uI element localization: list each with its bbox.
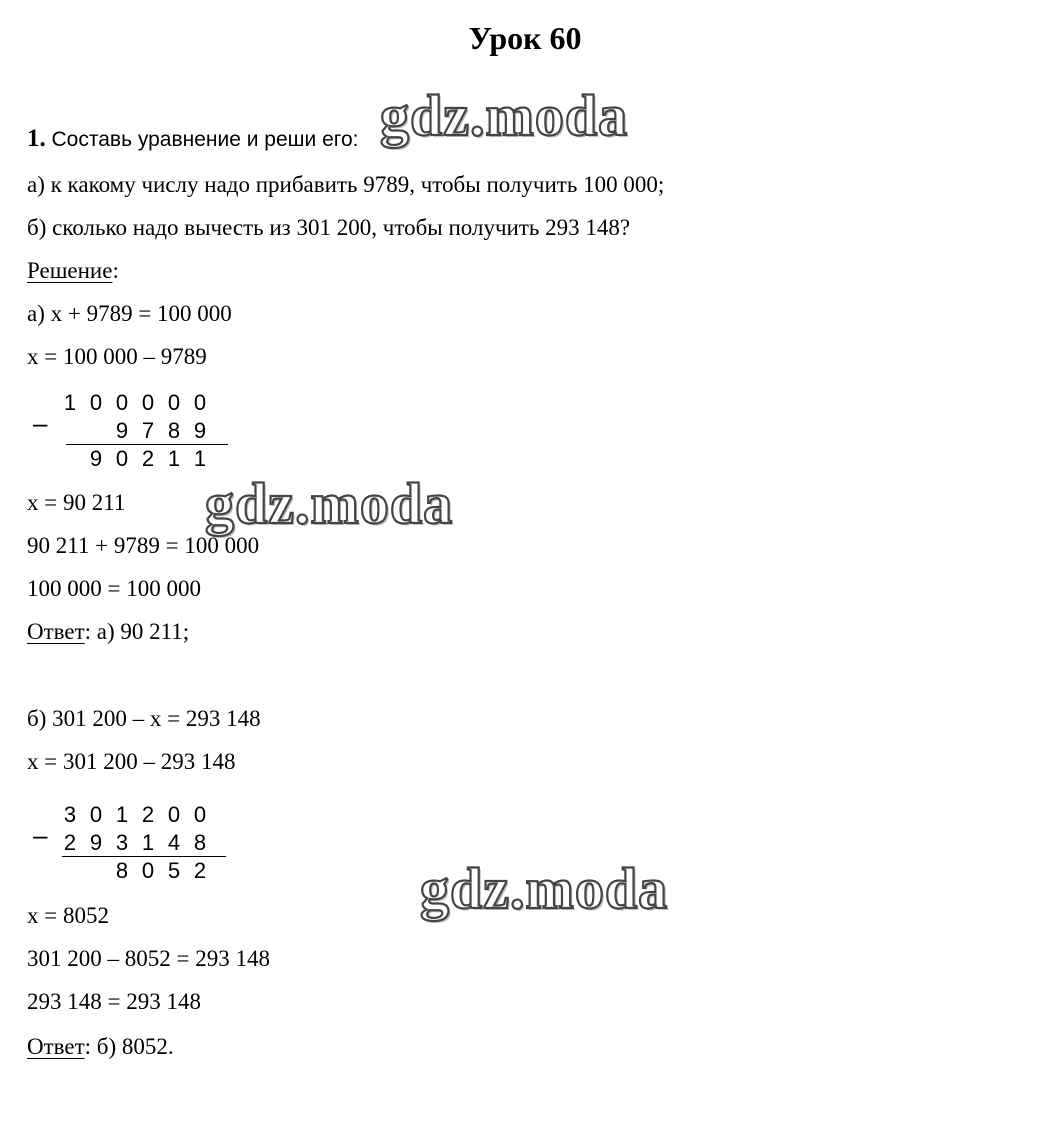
answer-label: Ответ <box>27 1034 85 1059</box>
digit: 2 <box>141 802 155 827</box>
digit: 1 <box>63 390 77 415</box>
digit: 8 <box>115 858 129 883</box>
answer-text: : б) 8052. <box>84 1034 174 1059</box>
page-title: Урок 60 <box>468 20 582 56</box>
column-rule <box>66 444 228 445</box>
digit: 0 <box>141 390 155 415</box>
minuend-row <box>57 390 213 416</box>
digit: 9 <box>89 446 103 471</box>
answer-text: : а) 90 211; <box>84 619 190 644</box>
digit: 0 <box>193 802 207 827</box>
task-text: Составь уравнение и реши его: <box>51 128 359 151</box>
digit: 1 <box>193 446 207 471</box>
task-header <box>27 125 358 153</box>
task-part-a: а) к какому числу надо прибавить 9789, чтобы получить 100 000; <box>27 172 665 197</box>
minuend-row <box>57 802 213 828</box>
solution-label: Решение <box>27 258 113 283</box>
part-a-expression: x = 100 000 – 9789 <box>27 344 207 369</box>
digit: 8 <box>193 830 207 855</box>
column-rule <box>62 856 226 857</box>
digit: 7 <box>141 418 155 443</box>
difference-row <box>57 446 213 472</box>
digit: 8 <box>167 418 181 443</box>
digit: 0 <box>89 390 103 415</box>
minus-sign: – <box>33 408 48 438</box>
digit: 2 <box>193 858 207 883</box>
task-number: 1. <box>27 125 46 152</box>
part-a-check: 90 211 + 9789 = 100 000 <box>27 533 260 558</box>
part-b-result: x = 8052 <box>27 903 109 928</box>
column-subtraction-a <box>0 390 260 472</box>
digit: 2 <box>63 830 77 855</box>
digit: 9 <box>193 418 207 443</box>
digit: 1 <box>115 802 129 827</box>
difference-row <box>57 858 213 884</box>
watermark: gdz.moda <box>420 856 669 921</box>
task-part-b: б) сколько надо вычесть из 301 200, чтобы получить 293 148? <box>27 215 631 240</box>
part-b-answer <box>27 1034 174 1060</box>
digit: 1 <box>167 446 181 471</box>
digit: 0 <box>115 446 129 471</box>
subtrahend-row <box>57 830 213 856</box>
digit: 3 <box>115 830 129 855</box>
part-a-answer <box>27 619 189 645</box>
watermark: gdz.moda <box>380 83 629 148</box>
part-b-check: 301 200 – 8052 = 293 148 <box>27 946 270 971</box>
digit: 4 <box>167 830 181 855</box>
part-a-result: x = 90 211 <box>27 490 126 515</box>
digit: 0 <box>89 802 103 827</box>
part-b-equation: б) 301 200 – x = 293 148 <box>27 706 261 731</box>
part-a-check-equality: 100 000 = 100 000 <box>27 576 201 601</box>
digit: 0 <box>141 858 155 883</box>
solution-heading: Решение: <box>27 258 119 283</box>
digit: 9 <box>89 830 103 855</box>
digit: 0 <box>167 802 181 827</box>
digit: 5 <box>167 858 181 883</box>
answer-label: Ответ <box>27 619 85 644</box>
column-subtraction-b <box>0 802 260 884</box>
subtrahend-row <box>57 418 213 444</box>
digit: 0 <box>167 390 181 415</box>
part-b-expression: x = 301 200 – 293 148 <box>27 749 236 774</box>
digit: 2 <box>141 446 155 471</box>
digit: 0 <box>115 390 129 415</box>
digit: 9 <box>115 418 129 443</box>
part-a-equation: а) x + 9789 = 100 000 <box>27 301 232 326</box>
watermark: gdz.moda <box>205 471 454 536</box>
digit: 1 <box>141 830 155 855</box>
digit: 0 <box>193 390 207 415</box>
minus-sign: – <box>33 820 48 850</box>
part-b-check-equality: 293 148 = 293 148 <box>27 989 201 1014</box>
digit: 3 <box>63 802 77 827</box>
